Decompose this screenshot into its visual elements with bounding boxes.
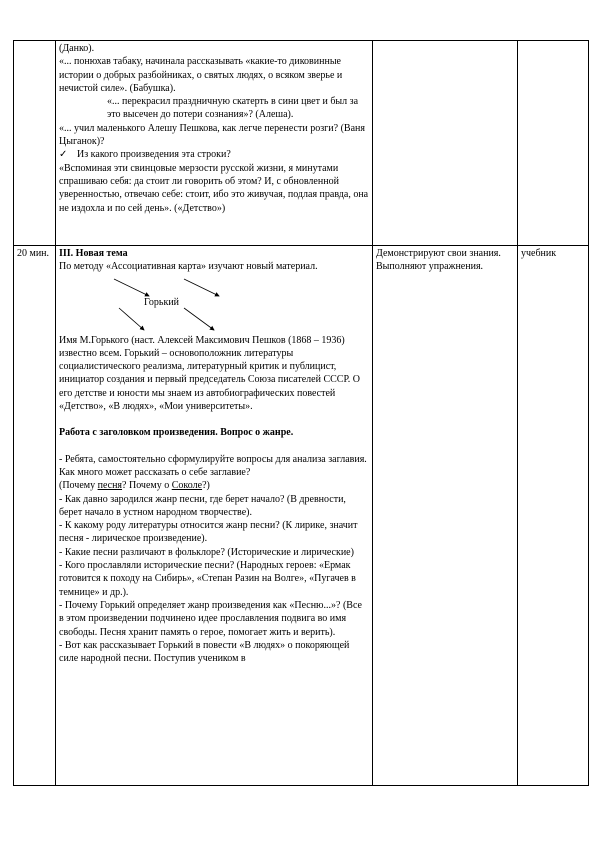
quote-text: «Вспоминая эти свинцовые мерзости русской жизни, я минутами спрашиваю себя: да стоит ли говорить об этом? И, с обновленной уверенностью, отвечаю себе: стоит, ибо это живучая, подлая правда, она не издохла и по сей день». («Детство») bbox=[59, 162, 369, 214]
task-text: - Ребята, самостоятельно сформулируйте вопросы для анализа заглавия. Как много может рассказать о себе заглавие? bbox=[59, 453, 367, 478]
time-cell: 20 мин. bbox=[14, 246, 56, 786]
time-cell bbox=[14, 41, 56, 246]
resource-cell bbox=[518, 41, 589, 246]
arrow-icon bbox=[184, 279, 219, 296]
table-row bbox=[14, 41, 589, 246]
falcon-word: Соколе bbox=[171, 480, 203, 492]
checkmark-icon: ✓ bbox=[59, 149, 68, 161]
qa-item: - Как давно зародился жанр песни, где берет начало? (В древности, берет начало в устном народном творчестве). bbox=[59, 493, 346, 518]
arrow-icon bbox=[114, 279, 149, 296]
method-text: По методу «Ассоциативная карта» изучают новый материал. bbox=[59, 261, 318, 273]
why-prefix: (Почему bbox=[59, 480, 98, 492]
question-line bbox=[59, 148, 369, 161]
diagram-center-label: Горький bbox=[144, 296, 180, 308]
arrow-icon bbox=[119, 308, 144, 330]
qa-item: - Почему Горький определяет жанр произведения как «Песню...»? (Все в этом произведении подчинено идее прославления подвига во имя свободы. Песня хранит память о герое, помогает жить и верить). bbox=[59, 599, 362, 638]
text-line: «... перекрасил праздничную скатерть в сини цвет и был за это высечен до потери сознания»? (Алеша). bbox=[107, 96, 359, 121]
resource-cell: учебник bbox=[518, 246, 589, 786]
why-line bbox=[59, 479, 369, 492]
biography-text: Имя М.Горького (наст. Алексей Максимович Пешков (1868 – 1936) известно всем. Горький – основоположник литературы социалистического реализма, литературный критик и публицист, инициатор создания и первый председатель Союза писателей СССР. О его детстве и юности мы знаем из автобиографических повестей «Детство», «В людях», «Мои университеты». bbox=[59, 334, 360, 413]
qa-item: - К какому роду литературы относится жанр песни? (К лирике, значит песня - лирическое произведение). bbox=[59, 520, 358, 545]
association-arrows bbox=[59, 274, 369, 334]
text-line: (Данко). bbox=[59, 43, 95, 54]
content-cell bbox=[56, 41, 373, 246]
association-map-diagram bbox=[59, 274, 369, 334]
qa-item: - Кого прославляли исторические песни? (Народных героев: «Ермак готовится к походу на Сибирь», «Степан Разин на Волге», «Пугачев в темнице» и др.). bbox=[59, 560, 356, 598]
work-title: Работа с заголовком произведения. Вопрос о жанре. bbox=[59, 427, 294, 439]
why-suffix: ?) bbox=[202, 480, 210, 492]
question-text: Из какого произведения эта строки? bbox=[77, 149, 231, 161]
qa-item: - Вот как рассказывает Горький в повести «В людях» о покоряющей силе народной песни. Поступив учеником в bbox=[59, 639, 350, 665]
qa-item: - Какие песни различают в фольклоре? (Исторические и лирические) bbox=[59, 546, 354, 558]
arrow-icon bbox=[184, 308, 214, 330]
content-cell bbox=[56, 246, 373, 786]
table-row bbox=[14, 246, 589, 786]
section-title: III. Новая тема bbox=[59, 248, 128, 259]
song-word: песня bbox=[97, 480, 123, 492]
text-line: «... понюхав табаку, начинала рассказывать «какие-то диковинные истории о добрых разбойниках, о святых людях, о всяком зверье и нечистой силе». (Бабушка). bbox=[59, 56, 343, 94]
why-middle: ? Почему о bbox=[122, 480, 172, 492]
activity-cell: Демонстрируют свои знания. Выполняют упражнения. bbox=[373, 246, 518, 786]
lesson-plan-table bbox=[13, 40, 589, 786]
activity-cell bbox=[373, 41, 518, 246]
text-line: «... учил маленького Алешу Пешкова, как легче перенести розги? (Ваня Цыганок)? bbox=[59, 122, 365, 148]
